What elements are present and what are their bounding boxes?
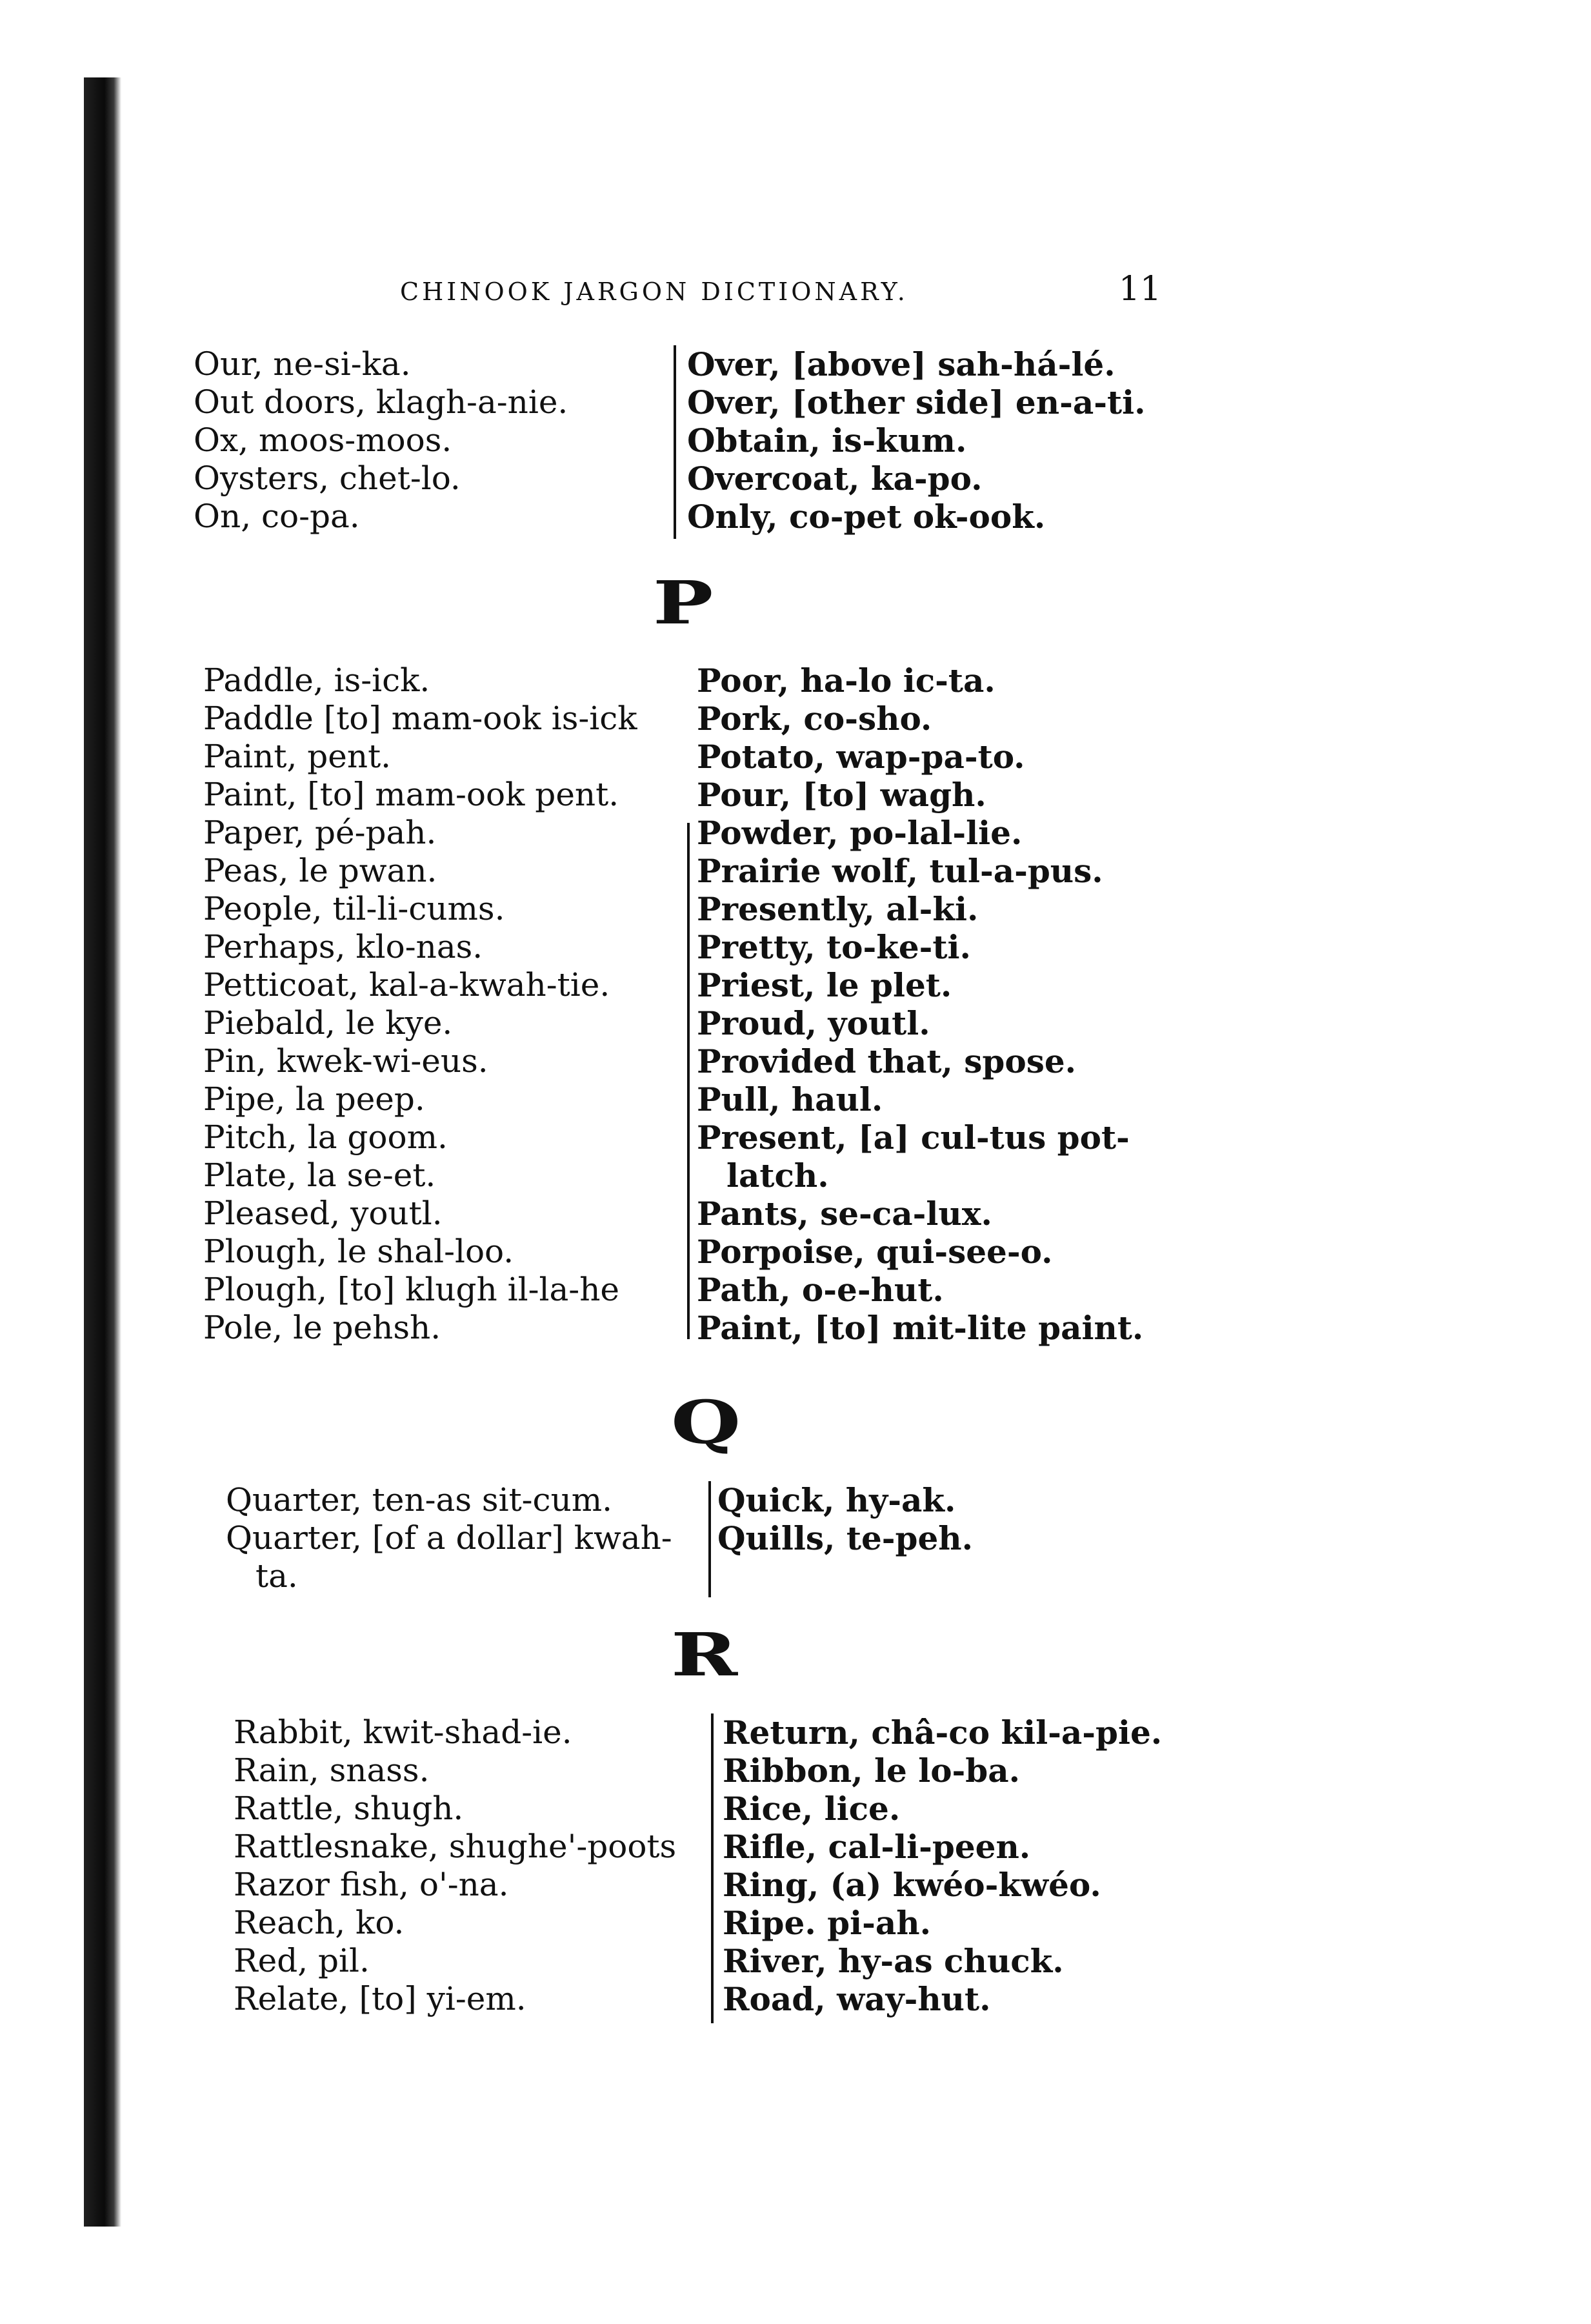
letter-heading-r: R xyxy=(671,1620,739,1690)
entry: Priest, le plet. xyxy=(697,966,952,1004)
entry: Over, [above] sah-há-lé. xyxy=(687,345,1116,383)
entry: Pleased, youtl. xyxy=(203,1195,443,1232)
letter-heading-p: P xyxy=(653,568,715,638)
running-head xyxy=(400,270,1161,321)
page-number: 11 xyxy=(1118,270,1161,308)
section-p xyxy=(203,662,1236,1352)
entry-continuation: ta. xyxy=(255,1557,298,1595)
entry: Petticoat, kal-a-kwah-tie. xyxy=(203,966,610,1004)
entry: Return, châ-co kil-a-pie. xyxy=(723,1713,1163,1752)
section-q-left-column xyxy=(226,1481,672,1595)
entry: Obtain, is-kum. xyxy=(687,421,967,460)
entry: Porpoise, qui-see-o. xyxy=(697,1233,1053,1271)
entry: Pole, le pehsh. xyxy=(203,1309,441,1346)
entry: Perhaps, klo-nas. xyxy=(203,928,483,965)
section-r xyxy=(234,1713,1266,2030)
entry: Proud, youtl. xyxy=(697,1004,930,1042)
entry: Rifle, cal-li-peen. xyxy=(723,1828,1031,1866)
entry: Red, pil. xyxy=(234,1942,370,1979)
entry: Rabbit, kwit-shad-ie. xyxy=(234,1713,572,1751)
entry: Razor fish, o'-na. xyxy=(234,1866,509,1903)
entry: Rice, lice. xyxy=(723,1790,901,1828)
section-q-right-column xyxy=(717,1481,973,1557)
entry: Present, [a] cul-tus pot- xyxy=(697,1118,1130,1157)
entry: Reach, ko. xyxy=(234,1904,405,1941)
entry: Over, [other side] en-a-ti. xyxy=(687,383,1146,421)
entry: Overcoat, ka-po. xyxy=(687,460,983,498)
running-head-title: CHINOOK JARGON DICTIONARY. xyxy=(400,278,908,306)
section-p-left-column xyxy=(203,662,637,1347)
column-divider xyxy=(687,823,690,1339)
section-o xyxy=(194,345,1226,539)
entry: Pants, se-ca-lux. xyxy=(697,1195,992,1233)
entry: Paddle, is-ick. xyxy=(203,662,430,699)
section-o-right-column xyxy=(687,345,1146,536)
section-q xyxy=(226,1481,1258,1604)
column-divider xyxy=(708,1481,711,1597)
entry: River, hy-as chuck. xyxy=(723,1942,1064,1980)
entry: Quarter, [of a dollar] kwah- xyxy=(226,1519,672,1557)
entry: Rattlesnake, shughe'-poots xyxy=(234,1828,677,1865)
entry: Prairie wolf, tul-a-pus. xyxy=(697,852,1103,890)
entry: Pour, [to] wagh. xyxy=(697,776,986,814)
entry-continuation: latch. xyxy=(726,1157,829,1195)
entry: Road, way-hut. xyxy=(723,1980,991,2018)
section-r-left-column xyxy=(234,1713,676,2018)
entry: Pitch, la goom. xyxy=(203,1118,448,1156)
entry: Rattle, shugh. xyxy=(234,1790,464,1827)
entry: Rain, snass. xyxy=(234,1752,430,1789)
entry: Ribbon, le lo-ba. xyxy=(723,1752,1021,1790)
entry: Path, o-e-hut. xyxy=(697,1271,944,1309)
entry: Quarter, ten-as sit-cum. xyxy=(226,1481,613,1519)
column-divider xyxy=(674,345,676,539)
entry: Oysters, chet-lo. xyxy=(194,460,461,497)
entry: Pipe, la peep. xyxy=(203,1080,425,1118)
entry: Powder, po-lal-lie. xyxy=(697,814,1023,852)
section-p-right-column xyxy=(697,662,1143,1347)
entry: Pretty, to-ke-ti. xyxy=(697,928,971,966)
page-binding-edge xyxy=(84,77,121,2227)
entry: Paint, [to] mam-ook pent. xyxy=(203,776,619,813)
entry: Provided that, spose. xyxy=(697,1042,1077,1080)
entry: On, co-pa. xyxy=(194,498,360,535)
entry: Ring, (a) kwéo-kwéo. xyxy=(723,1866,1101,1904)
entry: Piebald, le kye. xyxy=(203,1004,453,1042)
entry: Paddle [to] mam-ook is-ick xyxy=(203,700,637,737)
entry: Quills, te-peh. xyxy=(717,1519,974,1557)
entry: Plate, la se-et. xyxy=(203,1157,436,1194)
letter-heading-q: Q xyxy=(671,1388,743,1457)
entry: Relate, [to] yi-em. xyxy=(234,1980,526,2017)
entry: Peas, le pwan. xyxy=(203,852,437,889)
section-o-left-column xyxy=(194,345,568,536)
entry: Plough, [to] klugh il-la-he xyxy=(203,1271,619,1308)
entry: Plough, le shal-loo. xyxy=(203,1233,514,1270)
entry: Out doors, klagh-a-nie. xyxy=(194,383,568,421)
entry: Paint, [to] mit-lite paint. xyxy=(697,1309,1144,1347)
column-divider xyxy=(711,1713,714,2023)
entry: Poor, ha-lo ic-ta. xyxy=(697,662,996,700)
entry: Quick, hy-ak. xyxy=(717,1481,956,1519)
entry: Presently, al-ki. xyxy=(697,890,979,928)
entry: Potato, wap-pa-to. xyxy=(697,738,1025,776)
entry: Pull, haul. xyxy=(697,1080,883,1118)
entry: Paint, pent. xyxy=(203,738,392,775)
entry: Only, co-pet ok-ook. xyxy=(687,498,1046,536)
entry: Our, ne-si-ka. xyxy=(194,345,411,383)
entry: Pin, kwek-wi-eus. xyxy=(203,1042,488,1080)
entry: Ripe. pi-ah. xyxy=(723,1904,931,1942)
entry: People, til-li-cums. xyxy=(203,890,505,927)
entry: Pork, co-sho. xyxy=(697,700,932,738)
entry: Ox, moos-moos. xyxy=(194,421,452,459)
entry: Paper, pé-pah. xyxy=(203,814,437,851)
section-r-right-column xyxy=(723,1713,1162,2018)
